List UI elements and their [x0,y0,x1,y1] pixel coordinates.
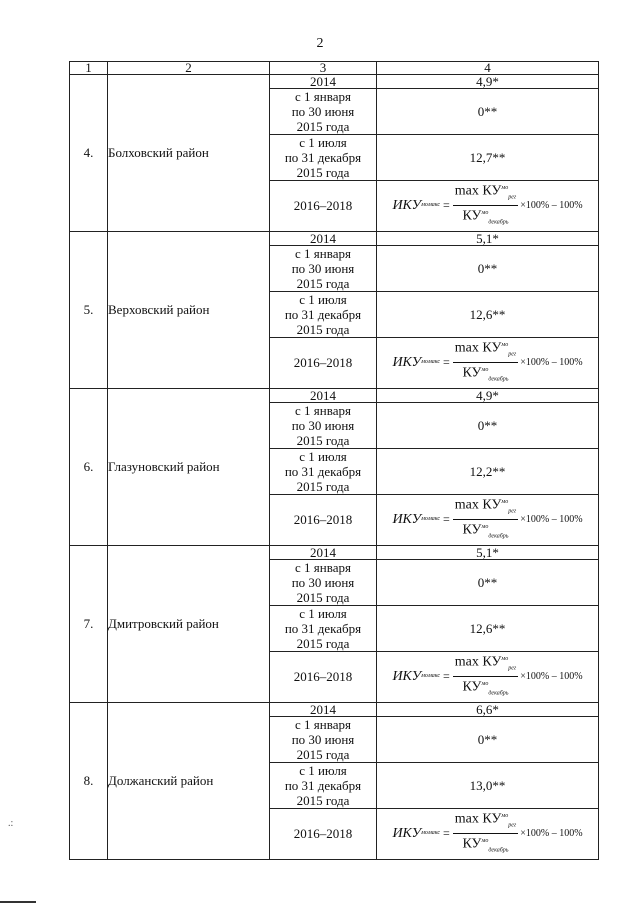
footer-rule [0,901,36,903]
period-line: с 1 января [295,559,351,575]
formula-num-sub: рег [508,351,517,358]
period-line: 2015 года [296,432,350,448]
formula-lhs: ИКУ [392,826,422,842]
district-name: Болховский район [108,75,270,232]
value-2014: 4,9* [377,388,599,402]
formula-lhs-sub: макс [427,359,441,366]
district-name: Глазуновский район [108,388,270,545]
header-cell: 1 [70,62,108,75]
tariff-formula [392,809,582,859]
period-line: с 1 июля [299,135,347,150]
header-cell: 2 [108,62,270,75]
period-line: 2015 года [296,792,350,808]
formula-num-text: max КУ [454,340,502,356]
period-line: по 30 июня [291,260,355,276]
period-line: 2015 года [296,589,350,605]
tariff-formula [392,181,582,231]
table-header-row [70,62,599,75]
formula-num-text: max КУ [454,654,502,670]
formula-num-sub: рег [508,665,517,672]
formula-equals: = [443,826,450,841]
formula-den-sub: декабрь [488,690,509,697]
period-2016-2018: 2016–2018 [270,651,377,702]
formula-lhs-sub: макс [427,516,441,523]
period-line: 2015 года [296,635,350,651]
row-number: 5. [70,231,108,388]
formula-equals: = [443,198,450,213]
formula-den-sub: декабрь [488,376,509,383]
formula-tail: ×100% – 100% [520,357,583,369]
period-line: с 1 января [295,245,351,261]
period-first-half-2015 [270,559,377,605]
page-number: 2 [316,36,324,51]
period-line: с 1 июля [299,605,347,621]
formula-num-sub: рег [508,194,517,201]
value-first-half-2015: 0** [377,245,599,291]
formula-lhs: ИКУ [392,198,422,214]
tariff-formula [392,652,582,702]
row-number: 7. [70,545,108,702]
value-2014: 5,1* [377,231,599,245]
formula-cell [377,808,599,859]
period-2016-2018: 2016–2018 [270,808,377,859]
formula-den-sup: мо [481,838,489,845]
formula-tail: ×100% – 100% [520,671,583,683]
period-2016-2018: 2016–2018 [270,181,377,232]
formula-num-text: max КУ [454,811,502,827]
formula-numerator [453,652,518,677]
formula-equals: = [443,669,450,684]
table-row [70,702,599,716]
formula-den-sup: мо [481,524,489,531]
formula-equals: = [443,355,450,370]
period-first-half-2015 [270,402,377,448]
period-line: 2015 года [296,165,350,180]
district-name: Дмитровский район [108,545,270,702]
formula-den-text: КУ [462,209,482,225]
period-line: с 1 июля [299,448,347,464]
formula-den-text: КУ [462,679,482,695]
period-second-half-2015 [270,448,377,494]
formula-num-sup: мо [501,655,509,662]
formula-lhs-sup: мо [421,830,428,837]
period-line: по 31 декабря [284,777,362,793]
formula-denominator [463,363,509,387]
formula-numerator [453,338,518,363]
formula-tail: ×100% – 100% [520,514,583,526]
formula-den-sub: декабрь [488,219,509,226]
period-line: с 1 июля [299,291,347,307]
table-body [70,75,599,860]
period-line: по 30 июня [291,104,355,119]
formula-cell [377,651,599,702]
formula-den-sub: декабрь [488,847,509,854]
period-first-half-2015 [270,89,377,135]
formula-lhs-sup: мо [421,202,428,209]
period-second-half-2015 [270,291,377,337]
period-2014: 2014 [270,702,377,716]
formula-lhs: ИКУ [392,669,422,685]
formula-num-sup: мо [501,812,509,819]
period-second-half-2015 [270,762,377,808]
table-row [70,75,599,89]
formula-numerator [453,495,518,520]
formula-tail: ×100% – 100% [520,200,583,212]
period-line: с 1 января [295,716,351,732]
formula-num-sub: рег [508,508,517,515]
value-second-half-2015: 12,6** [377,291,599,337]
period-line: 2015 года [296,321,350,337]
value-first-half-2015: 0** [377,89,599,135]
formula-den-sup: мо [481,367,489,374]
formula-lhs-sup: мо [421,673,428,680]
period-2014: 2014 [270,231,377,245]
formula-fraction [453,338,518,388]
period-line: с 1 января [295,402,351,418]
formula-denominator [463,677,509,701]
formula-den-text: КУ [462,836,482,852]
formula-cell [377,337,599,388]
period-line: по 31 декабря [284,620,362,636]
formula-tail: ×100% – 100% [520,828,583,840]
value-first-half-2015: 0** [377,716,599,762]
period-line: по 30 июня [291,574,355,590]
table-row [70,545,599,559]
formula-den-text: КУ [462,522,482,538]
formula-num-sup: мо [501,498,509,505]
formula-equals: = [443,512,450,527]
period-line: 2015 года [296,478,350,494]
value-second-half-2015: 12,2** [377,448,599,494]
margin-mark: .: [8,818,14,829]
formula-lhs-sub: макс [427,830,441,837]
period-line: по 31 декабря [284,150,362,165]
tariff-formula [392,338,582,388]
period-line: 2015 года [296,119,350,134]
period-second-half-2015 [270,135,377,181]
value-2014: 4,9* [377,75,599,89]
formula-numerator [453,809,518,834]
formula-lhs-sup: мо [421,516,428,523]
formula-fraction [453,652,518,702]
period-line: по 30 июня [291,731,355,747]
period-2016-2018: 2016–2018 [270,494,377,545]
value-2014: 5,1* [377,545,599,559]
period-line: с 1 января [295,89,351,104]
district-name: Должанский район [108,702,270,859]
table-row [70,388,599,402]
period-2014: 2014 [270,388,377,402]
formula-fraction [453,181,518,231]
formula-lhs: ИКУ [392,512,422,528]
value-second-half-2015: 13,0** [377,762,599,808]
formula-denominator [463,520,509,544]
header-cell: 4 [377,62,599,75]
period-2014: 2014 [270,545,377,559]
formula-lhs-sub: макс [427,673,441,680]
tariff-table [69,61,599,860]
formula-den-sup: мо [481,210,489,217]
tariff-formula [392,495,582,545]
formula-denominator [463,834,509,858]
row-number: 4. [70,75,108,232]
formula-lhs: ИКУ [392,355,422,371]
period-2016-2018: 2016–2018 [270,337,377,388]
value-second-half-2015: 12,7** [377,135,599,181]
period-line: по 31 декабря [284,306,362,322]
value-first-half-2015: 0** [377,559,599,605]
period-line: по 31 декабря [284,463,362,479]
header-cell: 3 [270,62,377,75]
formula-lhs-sup: мо [421,359,428,366]
row-number: 6. [70,388,108,545]
value-second-half-2015: 12,6** [377,605,599,651]
period-line: 2015 года [296,275,350,291]
value-first-half-2015: 0** [377,402,599,448]
formula-num-sup: мо [501,341,509,348]
formula-num-text: max КУ [454,497,502,513]
period-second-half-2015 [270,605,377,651]
period-2014: 2014 [270,75,377,89]
formula-num-sub: рег [508,822,517,829]
formula-den-text: КУ [462,366,482,382]
district-name: Верховский район [108,231,270,388]
table-row [70,231,599,245]
formula-cell [377,494,599,545]
formula-num-sup: мо [501,185,509,191]
row-number: 8. [70,702,108,859]
formula-den-sup: мо [481,681,489,688]
period-first-half-2015 [270,716,377,762]
formula-denominator [463,206,509,230]
period-line: с 1 июля [299,762,347,778]
period-line: по 30 июня [291,417,355,433]
formula-den-sub: декабрь [488,533,509,540]
formula-lhs-sub: макс [427,202,441,209]
formula-numerator [453,181,518,206]
formula-num-text: max КУ [454,183,502,199]
formula-cell [377,181,599,232]
period-line: 2015 года [296,746,350,762]
period-first-half-2015 [270,245,377,291]
value-2014: 6,6* [377,702,599,716]
formula-fraction [453,809,518,859]
formula-fraction [453,495,518,545]
